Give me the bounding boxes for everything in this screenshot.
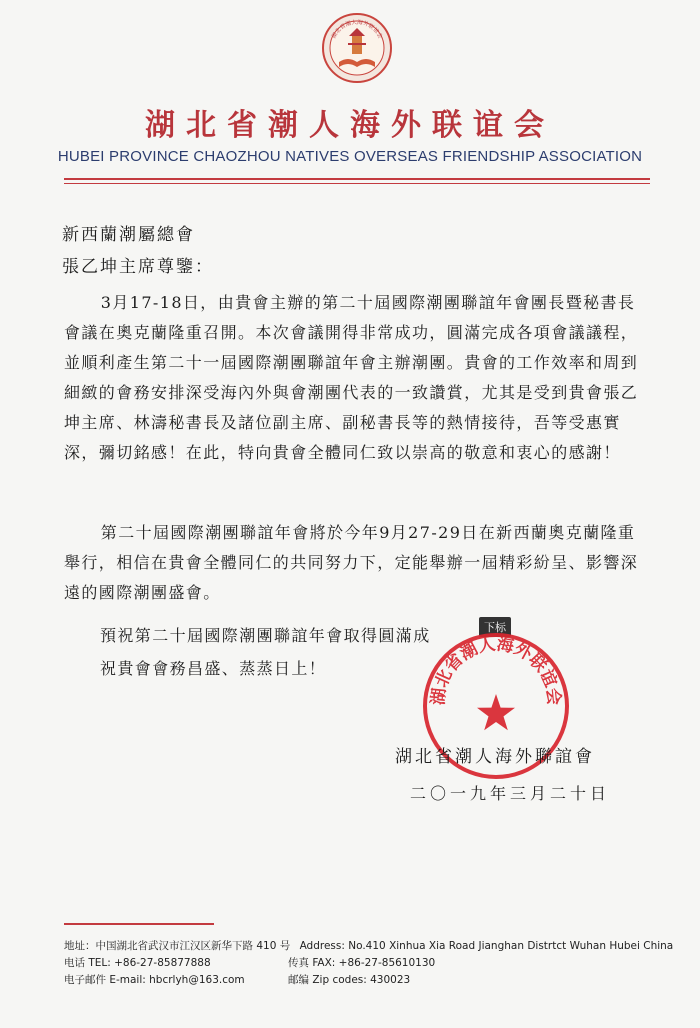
letter-paragraph-1: 3月17-18日，由貴會主辦的第二十屆國際潮團聯誼年會團長暨秘書長會議在奧克蘭隆重召開。本次會議開得非常成功，圓滿完成各項會議議程，並順利產生第二十一屆國際潮團聯誼年會主辦潮團。貴會的工作效率和周到細緻的會務安排深受海內外與會潮團代表的一致讚賞，尤其是受到貴會張乙坤主席、林濤秘書長及諸位副主席、副秘書長等的熱情接待，吾等受惠實深，彌切銘感！在此，特向貴會全體同仁致以崇高的敬意和衷心的感謝！ [64,293,639,462]
org-name-english: HUBEI PROVINCE CHAOZHOU NATIVES OVERSEAS FRIENDSHIP ASSOCIATION [57,148,643,165]
header-divider-secondary [64,183,650,184]
letter-salutation: 張乙坤主席尊鑒： [62,257,214,277]
hover-tooltip: 下标 [479,617,511,637]
header-divider [64,178,650,180]
letter-recipient: 新西蘭潮屬總會 [62,225,195,245]
footer-divider [64,923,214,925]
svg-text:湖北省潮人海外联谊会: 湖北省潮人海外联谊会 [331,19,383,40]
org-name-chinese: 湖北省潮人海外联谊会 [145,108,555,143]
association-logo [321,12,393,84]
footer-tel: 电话 TEL: +86-27-85877888 [64,957,211,969]
svg-text:湖北省潮人海外联谊会: 湖北省潮人海外联谊会 [428,634,564,707]
closing-wish-1: 預祝第二十屆國際潮團聯誼年會取得圓滿成 [100,626,431,645]
closing-wish-2: 祝貴會會務昌盛、蒸蒸日上！ [100,659,327,678]
footer-address-cn: 地址：中国湖北省武汉市江汉区新华下路 410 号 [64,940,291,952]
footer-address-en: Address: No.410 Xinhua Xia Road Jianghan Distrtct Wuhan Hubei China [299,940,674,952]
footer-email: 电子邮件 E-mail: hbcrlyh@163.com [64,974,245,986]
letter-paragraph-2: 第二十屆國際潮團聯誼年會將於今年9月27-29日在新西蘭奧克蘭隆重舉行，相信在貴會全體同仁的共同努力下，定能舉辦一屆精彩紛呈、影響深遠的國際潮團盛會。 [64,523,639,602]
footer-fax: 传真 FAX: +86-27-85610130 [288,957,436,969]
signature-organization: 湖北省潮人海外聯誼會 [395,747,595,767]
signature-date: 二〇一九年三月二十日 [410,784,611,803]
footer-contact [64,938,674,989]
footer-zip: 邮编 Zip codes: 430023 [288,974,411,986]
